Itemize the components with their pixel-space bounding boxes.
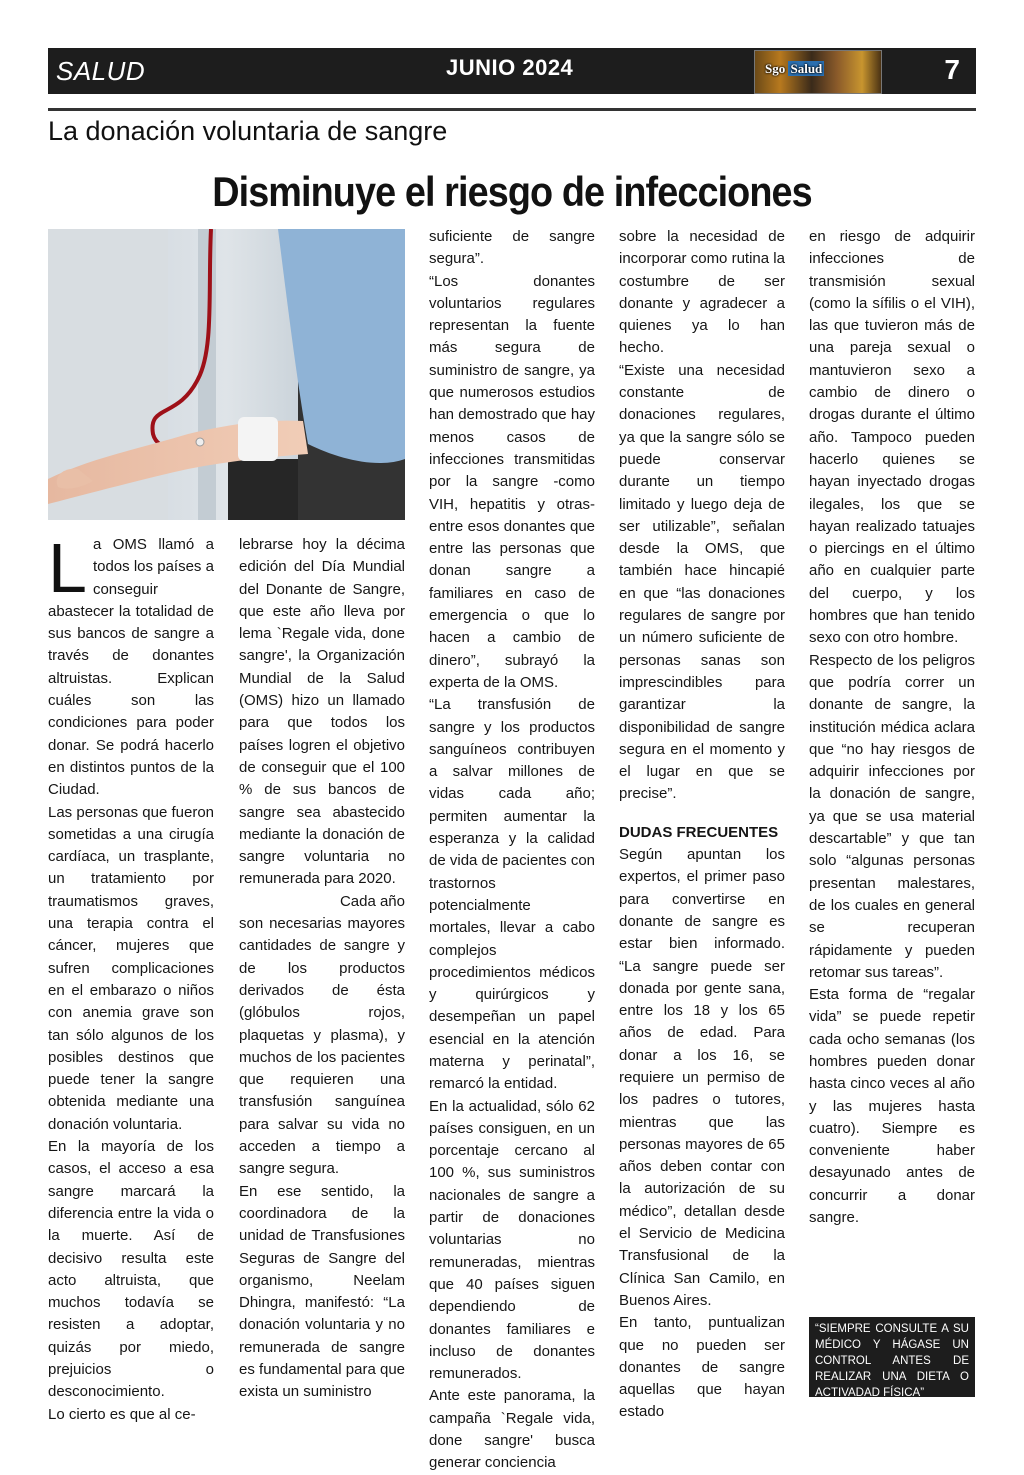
paragraph: En la mayoría de los casos, el acceso a esa sangre marcará la diferencia entre la vida o la muerte. Así de decisivo resulta este acto altruista, que muchos todavía se resisten a adoptar, quizás por miedo, prejuicios o desconocimiento.	[48, 1138, 214, 1401]
paragraph: En tanto, puntualizan que no pueden ser donantes de sangre aquellas que hayan estado	[619, 1314, 785, 1421]
issue-date: JUNIO 2024	[446, 55, 574, 80]
paragraph: En la actualidad, sólo 62 países consiguen, en un porcentaje cercano al 100 %, sus suministros nacionales de sangre a partir de donaciones voluntarias no remuneradas, mientras que 40 países siguen dependiendo de donantes familiares e incluso de donantes remunerados.	[429, 1097, 595, 1383]
article-column-5	[809, 226, 975, 1229]
paragraph: Respecto de los peligros que podría correr un donante de sangre, la institución médica aclara que “no hay riesgos de adquirir infecciones por la donación de sangre, ya que se usa material descartable” y que tan solo “algunas personas presentan malestares, de los cuales en general se recuperan rápidamente y pueden retomar sus tareas”.	[809, 651, 975, 981]
paragraph: suficiente de sangre segura”.	[429, 228, 595, 268]
paragraph: Lo cierto es que al ce-	[48, 1405, 196, 1423]
paragraph: sobre la necesidad de incorporar como rutina la costumbre de ser donante y agradecer a quienes ya lo han hecho.	[619, 228, 785, 357]
article-headline: Disminuye el riesgo de infecciones	[212, 168, 812, 215]
blood-donation-photo	[48, 229, 405, 520]
drop-cap: L	[48, 529, 87, 607]
health-notice-box: “SIEMPRE CONSULTE A SU MÉDICO Y HÁGASE UN CONTROL ANTES DE REALIZAR UNA DIETA O ACTIVADAD FÍSICA”	[809, 1317, 975, 1397]
section-subhead: DUDAS FRECUENTES	[619, 823, 779, 841]
sgo-salud-logo	[754, 50, 882, 94]
paragraph: Según apuntan los expertos, el primer paso para convertirse en donante de sangre es estar bien informado. “La sangre puede ser donada por gente sana, entre los 18 y los 65 años de edad. Para donar a los 16, se requiere un permiso de los padres o tutores, mientras que las personas mayores de 65 años deben contar con la autorización de su médico”, detallan desde el Servicio de Medicina Transfusional de la Clínica San Camilo, en Buenos Aires.	[619, 846, 785, 1309]
paragraph: “Existe una necesidad constante de donaciones regulares, ya que la sangre sólo se puede conservar durante un tiempo limitado y luego deja de ser utilizable”, señalan desde la OMS, que también hace hincapié en que “las donaciones regulares de sangre por un número suficiente de personas sanas son imprescindibles para garantizar la disponibilidad de sangre segura en el momento y el lugar en que se precise”.	[619, 361, 785, 803]
lead-paragraph: La OMS llamó a todos los países a conseguir abastecer la totalidad de sus bancos de sangre a través de donantes altruistas. Explican cuáles son las condiciones para poder donar. Se podrá hacerlo en distintos puntos de la Ciudad.	[48, 529, 214, 799]
paragraph: lebrarse hoy la décima edición del Día Mundial del Donante de Sangre, que este año lleva por lema `Regale vida, done sangre', la Organización Mundial de la Salud (OMS) hizo un llamado para que todos los países logren el objetivo de conseguir que el 100 % de sus bancos de sangre sea abastecido mediante la donación de sangre voluntaria no remunerada para 2020.	[239, 536, 405, 888]
paragraph: Las personas que fueron sometidas a una cirugía cardíaca, un trasplante, un tratamiento por traumatismos graves, una terapia contra el cáncer, mujeres que sufren complicaciones en el embarazo o niños con anemia grave son tan sólo algunos de los posibles destinos que puede tener la sangre obtenida mediante una donación voluntaria.	[48, 803, 214, 1133]
paragraph: Esta forma de “regalar vida” se puede repetir cada ocho semanas (los hombres pueden donar hasta cinco veces al año y las mujeres hasta cuatro). Siempre es conveniente haber desayunado antes de concurrir a donar sangre.	[809, 986, 975, 1227]
section-label: SALUD	[56, 56, 146, 86]
paragraph: En ese sentido, la coordinadora de la unidad de Transfusiones Seguras de Sangre del organismo, Neelam Dhingra, manifestó: “La donación voluntaria y no remunerada de sangre es fundamental para que exista un suministro	[239, 1182, 405, 1401]
paragraph: Ante este panorama, la campaña `Regale vida, done sangre' busca generar conciencia	[429, 1387, 595, 1472]
article-column-3	[429, 226, 595, 1475]
paragraph: en riesgo de adquirir infecciones de transmisión sexual (como la sífilis o el VIH), las que tuvieron más de una pareja sexual o mantuvieron sexo a cambio de dinero o drogas durante el último año. Tampoco pueden hacerlo quienes se hayan inyectado drogas ilegales, los que se hayan realizado tatuajes o piercings en el último año en cualquier parte del cuerpo, y los hombres que han tenido sexo con otro hombre.	[809, 228, 975, 647]
paragraph: Cada año	[339, 892, 405, 910]
page-number: 7	[944, 54, 960, 85]
paragraph: “Los donantes voluntarios regulares representan la fuente más segura de suministro de sangre, ya que numerosos estudios han demostrado que hay menos casos de infecciones transmitidas por la sangre -como VIH, hepatitis y otras- entre esos donantes que entre las personas que donan sangre a familiares en caso de emergencia o que lo hacen a cambio de dinero”, subrayó la experta de la OMS.	[429, 272, 595, 691]
page-header	[48, 48, 976, 94]
article-kicker: La donación voluntaria de sangre	[48, 116, 448, 146]
paragraph: son necesarias mayores cantidades de sangre y de los productos derivados de ésta (glóbulos rojos, plaquetas y plasma), y muchos de los pacientes que requieren una transfusión sanguínea para salvar su vida no acceden a tiempo a sangre segura.	[239, 915, 405, 1178]
logo-lettering: Sgo Salud	[765, 61, 823, 76]
article-column-4	[619, 226, 785, 1424]
article-column-2	[239, 534, 405, 1404]
header-divider	[48, 108, 976, 111]
article-column-1	[48, 529, 214, 1426]
paragraph: “La transfusión de sangre y los productos sanguíneos contribuyen a salvar millones de vidas cada año; permiten aumentar la esperanza y la calidad de vida de pacientes con trastornos potencialmente mortales, llevar a cabo complejos procedimientos médicos y quirúrgicos y desempeñan un papel esencial en la atención materna y perinatal”, remarcó la entidad.	[429, 696, 595, 1093]
